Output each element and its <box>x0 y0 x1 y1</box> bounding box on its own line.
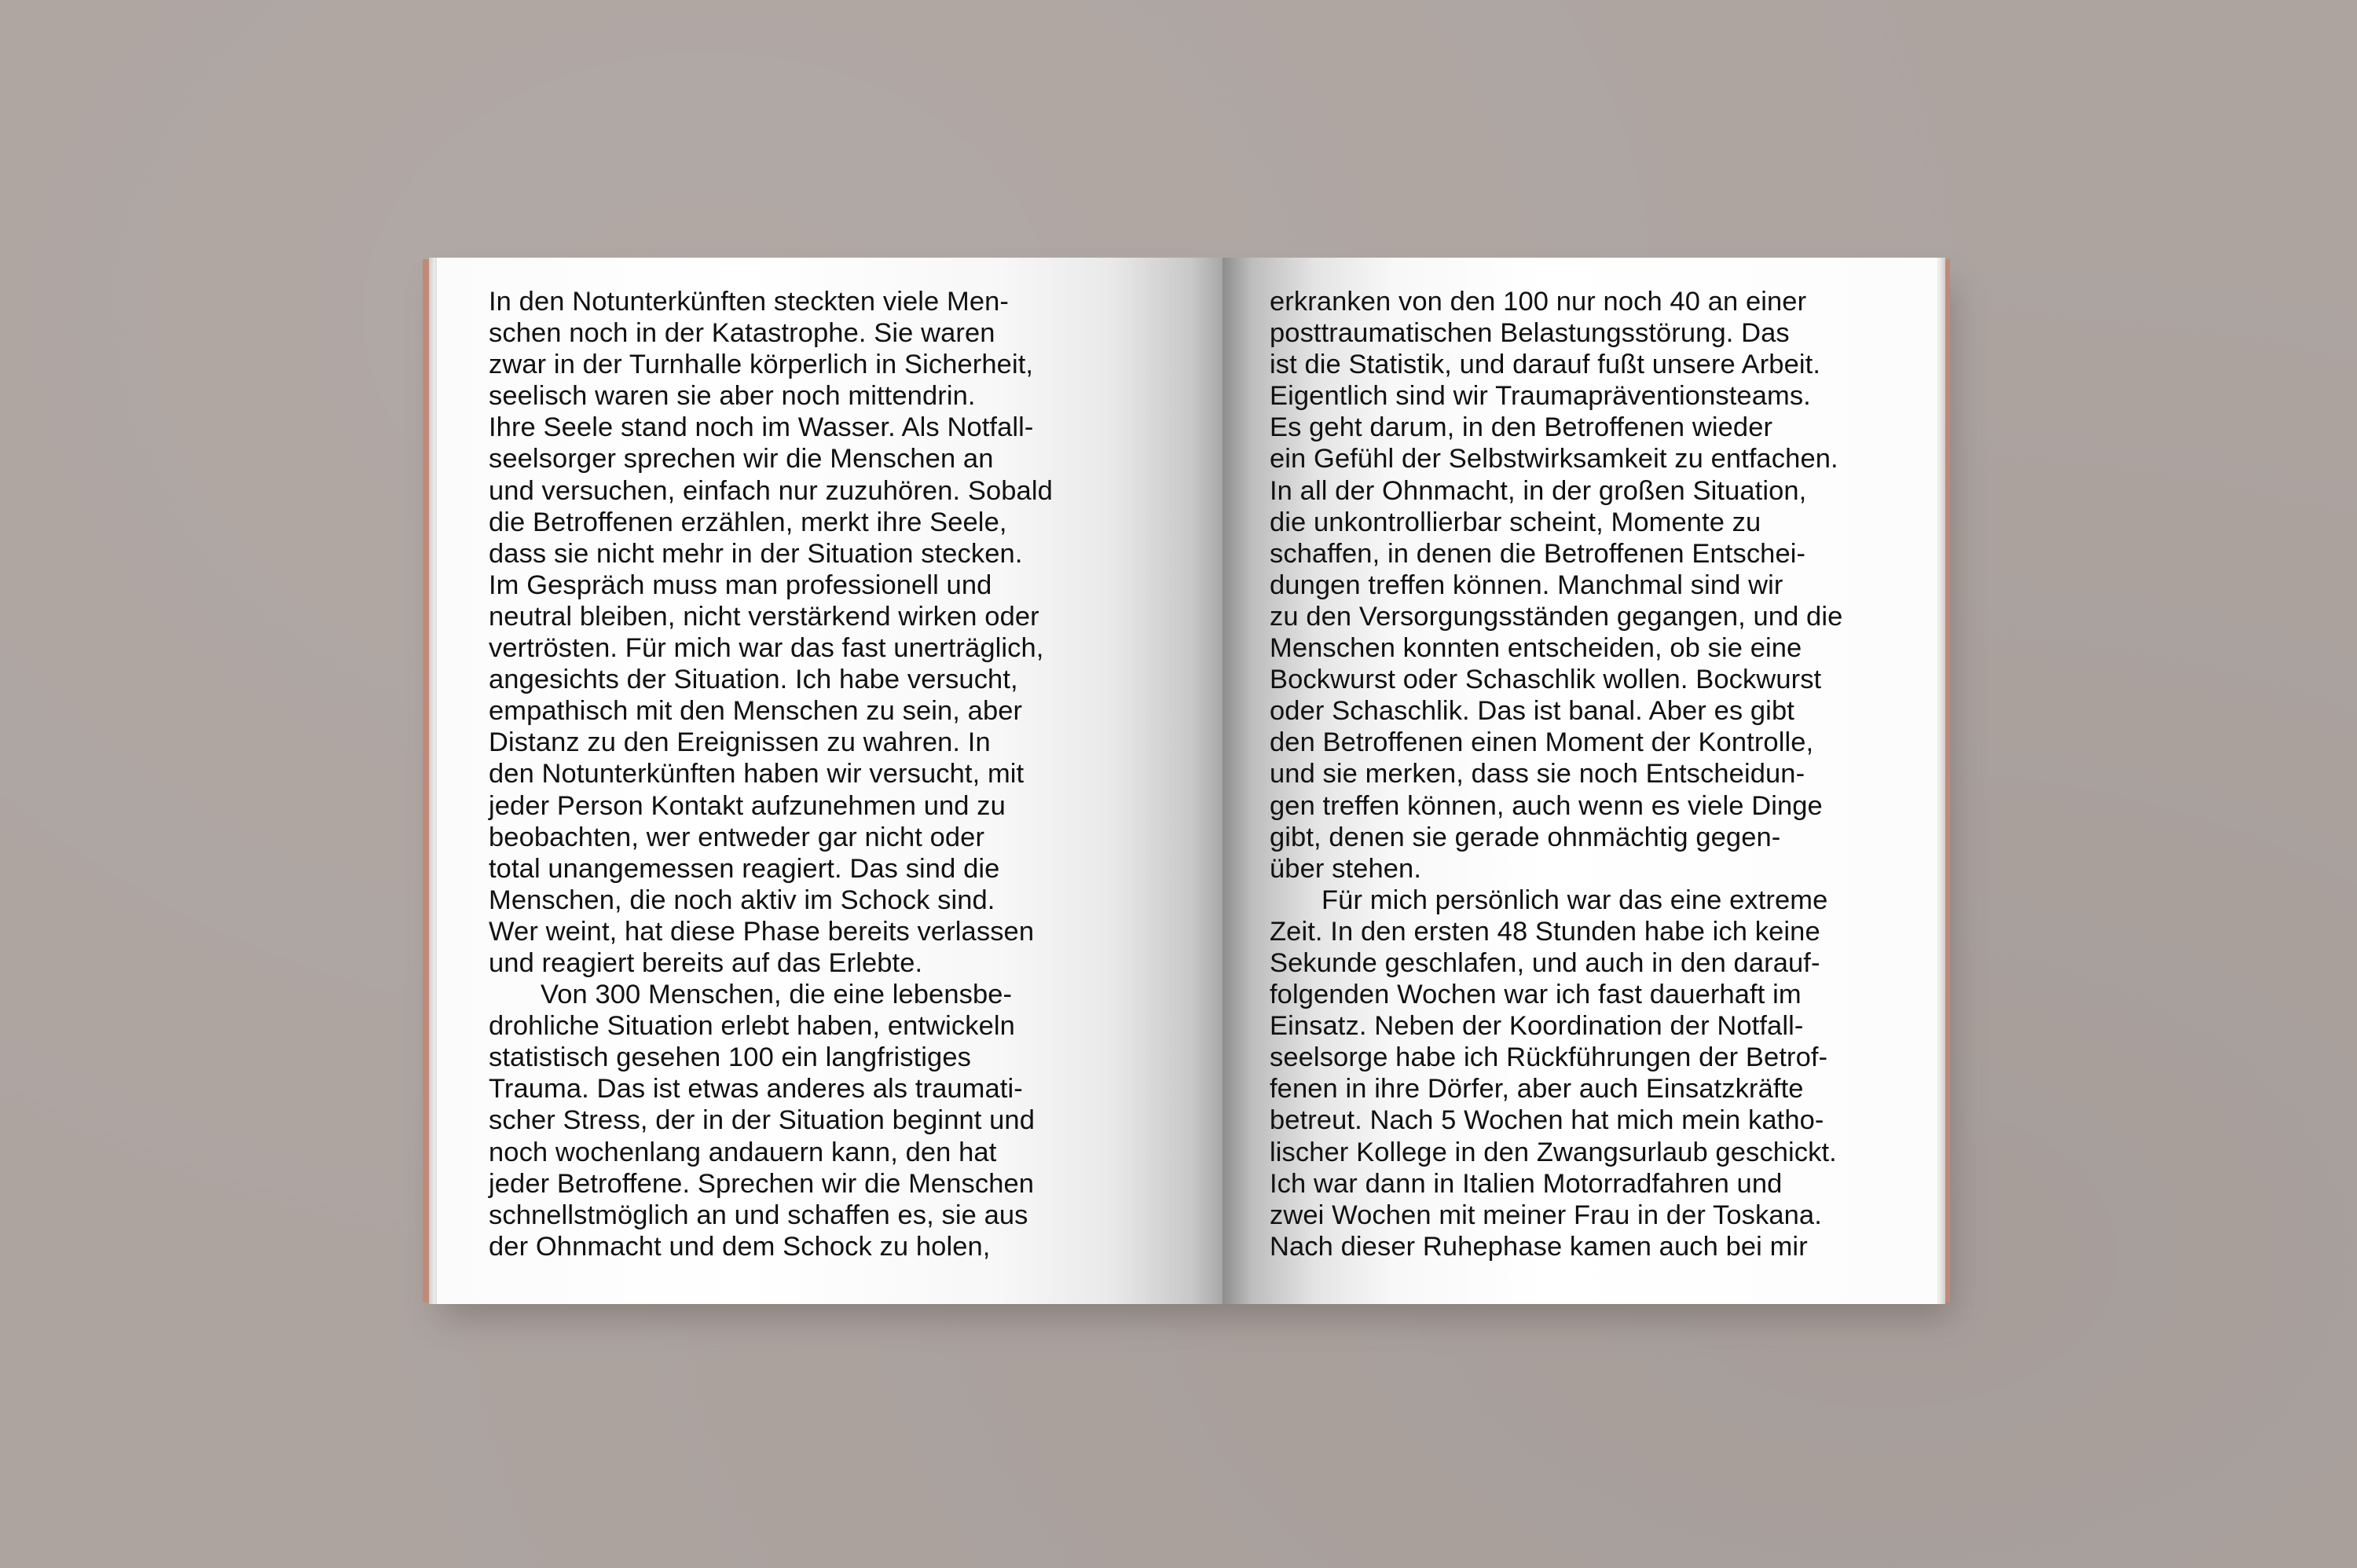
text-line: Bockwurst oder Schaschlik wollen. Bockwurst <box>1270 665 1822 695</box>
open-book <box>423 258 1950 1304</box>
text-line: folgenden Wochen war ich fast dauerhaft im <box>1270 980 1802 1010</box>
text-line: den Betroffenen einen Moment der Kontrolle, <box>1270 727 1814 758</box>
text-line: erkranken von den 100 nur noch 40 an einer <box>1270 287 1807 317</box>
text-line: schen noch in der Katastrophe. Sie waren <box>489 318 995 349</box>
text-line: angesichts der Situation. Ich habe versucht, <box>489 665 1018 695</box>
text-line: empathisch mit den Menschen zu sein, aber <box>489 696 1023 727</box>
text-line: seelsorger sprechen wir die Menschen an <box>489 444 994 474</box>
text-line: Einsatz. Neben der Koordination der Notfall- <box>1270 1011 1804 1042</box>
text-line: Ihre Seele stand noch im Wasser. Als Notfall- <box>489 412 1034 443</box>
text-line: lischer Kollege in den Zwangsurlaub geschickt. <box>1270 1137 1837 1167</box>
text-line: die unkontrollierbar scheint, Momente zu <box>1270 507 1761 537</box>
text-line: und reagiert bereits auf das Erlebte. <box>489 947 923 978</box>
text-line: drohliche Situation erlebt haben, entwickeln <box>489 1011 1015 1042</box>
text-line: seelsorge habe ich Rückführungen der Betrof- <box>1270 1042 1828 1073</box>
text-line: die Betroffenen erzählen, merkt ihre Seele, <box>489 507 1007 537</box>
left-page <box>437 258 1222 1304</box>
text-line: dungen treffen können. Manchmal sind wir <box>1270 570 1783 600</box>
text-line: scher Stress, der in der Situation beginnt und <box>489 1105 1036 1136</box>
text-line: gibt, denen sie gerade ohnmächtig gegen- <box>1270 822 1781 852</box>
text-line: Sekunde geschlafen, und auch in den darauf- <box>1270 947 1820 978</box>
text-line: und versuchen, einfach nur zuzuhören. Sobald <box>489 475 1053 506</box>
text-line: betreut. Nach 5 Wochen hat mich mein katho- <box>1270 1105 1824 1136</box>
text-line: vertrösten. Für mich war das fast unerträglich, <box>489 633 1044 664</box>
text-line: jeder Person Kontakt aufzunehmen und zu <box>489 790 1006 821</box>
text-line: zu den Versorgungsständen gegangen, und die <box>1270 601 1843 632</box>
text-line: Ich war dann in Italien Motorradfahren und <box>1270 1168 1783 1199</box>
text-line: der Ohnmacht und dem Schock zu holen, <box>489 1231 991 1262</box>
text-line: zwar in der Turnhalle körperlich in Sicherheit, <box>489 350 1034 380</box>
text-line: schnellstmöglich an und schaffen es, sie aus <box>489 1200 1028 1230</box>
text-line: gen treffen können, auch wenn es viele Dinge <box>1270 790 1823 821</box>
right-page-text <box>1270 286 1914 1262</box>
text-line: und sie merken, dass sie noch Entscheidun- <box>1270 759 1805 789</box>
text-line: beobachten, wer entweder gar nicht oder <box>489 822 985 852</box>
text-line: noch wochenlang andauern kann, den hat <box>489 1137 997 1167</box>
text-line: In den Notunterkünften steckten viele Men- <box>489 287 1009 317</box>
text-line: den Notunterkünften haben wir versucht, mit <box>489 759 1025 789</box>
paragraph-first-line: Von 300 Menschen, die eine lebensbe- <box>541 980 1013 1010</box>
text-line: neutral bleiben, nicht verstärkend wirken oder <box>489 601 1039 632</box>
text-line: über stehen. <box>1270 853 1422 884</box>
right-page <box>1222 258 1937 1304</box>
text-line: dass sie nicht mehr in der Situation stecken. <box>489 538 1023 569</box>
left-page-text <box>489 286 1141 1262</box>
text-line: In all der Ohnmacht, in der großen Situation, <box>1270 475 1807 506</box>
text-line: statistisch gesehen 100 ein langfristiges <box>489 1042 971 1073</box>
text-line: schaffen, in denen die Betroffenen Entschei- <box>1270 538 1806 569</box>
text-line: Im Gespräch muss man professionell und <box>489 570 992 600</box>
text-line: Wer weint, hat diese Phase bereits verlassen <box>489 916 1035 947</box>
paragraph-first-line: Für mich persönlich war das eine extreme <box>1321 885 1828 915</box>
text-line: Menschen konnten entscheiden, ob sie eine <box>1270 633 1802 664</box>
text-line: posttraumatischen Belastungsstörung. Das <box>1270 318 1790 349</box>
text-line: Distanz zu den Ereignissen zu wahren. In <box>489 727 991 758</box>
text-line: total unangemessen reagiert. Das sind die <box>489 853 1000 884</box>
text-line: Nach dieser Ruhephase kamen auch bei mir <box>1270 1231 1808 1262</box>
text-line: Menschen, die noch aktiv im Schock sind. <box>489 885 995 915</box>
text-line: jeder Betroffene. Sprechen wir die Menschen <box>489 1168 1035 1199</box>
text-line: zwei Wochen mit meiner Frau in der Toskana. <box>1270 1200 1822 1230</box>
text-line: fenen in ihre Dörfer, aber auch Einsatzkräfte <box>1270 1074 1804 1105</box>
text-line: Es geht darum, in den Betroffenen wieder <box>1270 412 1773 443</box>
text-line: oder Schaschlik. Das ist banal. Aber es gibt <box>1270 696 1794 727</box>
text-line: seelisch waren sie aber noch mittendrin. <box>489 381 976 412</box>
text-line: Zeit. In den ersten 48 Stunden habe ich keine <box>1270 916 1820 947</box>
text-line: ein Gefühl der Selbstwirksamkeit zu entfachen. <box>1270 444 1838 474</box>
text-line: Eigentlich sind wir Traumapräventionsteams. <box>1270 381 1811 412</box>
text-line: Trauma. Das ist etwas anderes als traumati- <box>489 1074 1023 1105</box>
text-line: ist die Statistik, und darauf fußt unsere Arbeit. <box>1270 350 1821 380</box>
